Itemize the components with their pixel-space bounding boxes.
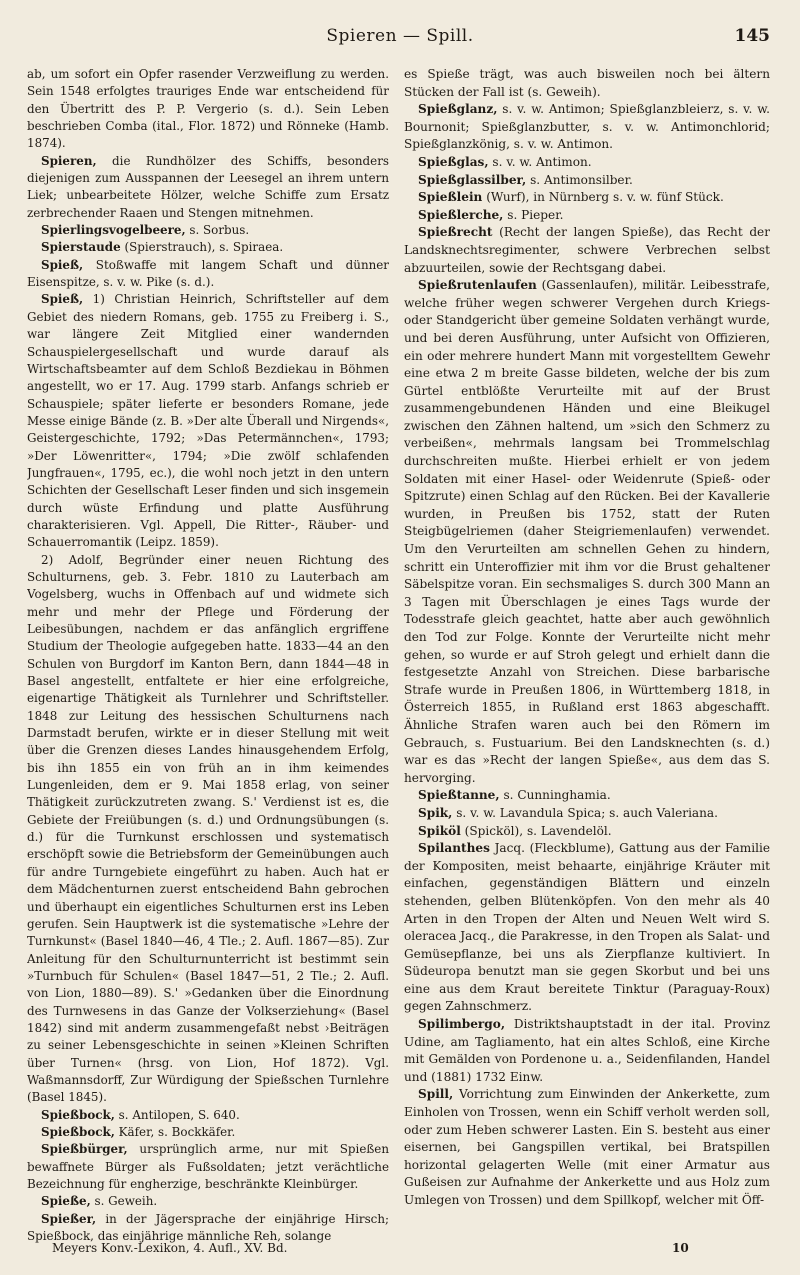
entry-text: s. v. w. Antimon.	[488, 154, 592, 169]
entry-text: es Spieße trägt, was auch bisweilen noch bei ältern Stücken der Fall ist (s. Geweih).	[404, 67, 770, 99]
entry-paragraph	[404, 66, 770, 101]
entry-headword: Spießglanz,	[418, 102, 498, 117]
dictionary-entry	[404, 207, 770, 225]
dictionary-entry	[404, 805, 770, 823]
entry-text: s. v. w. Lavandula Spica; s. auch Valeriana.	[452, 805, 718, 820]
dictionary-entry	[27, 222, 389, 239]
entry-text: 2) Adolf, Begründer einer neuen Richtung des Schulturnens, geb. 3. Febr. 1810 zu Lauterbach am Vogelsberg, wuchs in Offenbach auf und widmete sich mehr und mehr der Pflege und Förderung der Leibesübungen, nachdem er das anfänglich ergriffene Studium der Theologie aufgegeben hatte. 1833—44 an den Schulen von Burgdorf im Kanton Bern, dann 1844—48 in Basel angestellt, entfaltete er hier eine erfolgreiche, eigenartige Thätigkeit als Turnlehrer und Schriftsteller. 1848 zur Leitung des hessischen Schulturnens nach Darmstadt berufen, wirkte er in dieser Stellung mit weit über die Grenzen dieses Landes hinausgehendem Erfolg, bis ihn 1855 ein von früh an in ihm keimendes Lungenleiden, dem er 9. Mai 1858 erlag, von seiner Thätigkeit zurückzutreten zwang. S.' Verdienst ist es, die Gebiete der Freiübungen (s. d.) und Ordnungsübungen (s. d.) für die Turnkunst erschlossen und systematisch erschöpft sowie die Betriebsform der Gemeinübungen auch für andre Turngebiete eingeführt zu haben. Auch hat er dem Mädchenturnen zuerst entscheidend Bahn gebrochen und überhaupt ein eigentliches Schulturnen erst ins Leben gerufen. Sein Hauptwerk ist die systematische »Lehre der Turnkunst« (Basel 1840—46, 4 Tle.; 2. Aufl. 1867—85). Zur Anleitung für den Schulturnunterricht ist bestimmt sein »Turnbuch für Schulen« (Basel 1847—51, 2 Tle.; 2. Aufl. von Lion, 1880—89). S.' »Gedanken über die Einordnung des Turnwesens in das Ganze der Volkserziehung« (Basel 1842) sind mit anderm zusammengefaßt nebst ›Beiträgen zu seiner Lebensgeschichte in seinen »Kleinen Schriften über Turnen« (hrsg. von Lion, Hof 1872). Vgl. Waßmannsdorff, Zur Würdigung der Spießschen Turnlehre (Basel 1845).	[27, 552, 389, 1105]
entry-text: s. Geweih.	[90, 1194, 158, 1209]
entry-headword: Spieß,	[41, 257, 84, 272]
entry-text: (Gassenlaufen), militär. Leibesstrafe, welche früher wegen schwerer Vergehen durch Kriegs- oder Standgericht über gemeine Soldaten verhängt wurde, und bei deren Ausführung, unter Aufsicht von Offizieren, ein oder mehrere hundert Mann mit vorgestelltem Gewehr eine etwa 2 m breite Gasse bildeten, welche der bis zum Gürtel entblößte Verurteilte mit auf der Brust zusammengebundenen Händen und eine Bleikugel zwischen den Zähnen haltend, um »sich den Schmerz zu verbeißen«, mehrmals langsam bei Trommelschlag durchschreiten mußte. Hierbei erhielt er von jedem Soldaten mit einer Hasel- oder Weidenrute (Spieß- oder Spitzrute) einen Schlag auf den Rücken. Bei der Kavallerie wurden, in Preußen bis 1752, statt der Ruten Steigbügelriemen (daher Steigriemenlaufen) verwendet. Um den Verurteilten am schnellen Gehen zu hindern, schritt ein Unteroffizier mit ihm vor die Brust gehaltener Säbelspitze voran. Ein sechsmaliges S. durch 300 Mann an 3 Tagen mit Überschlagen je eines Tags wurde der Todesstrafe gleich geachtet, hatte aber auch gewöhnlich den Tod zur Folge. Konnte der Verurteilte nicht mehr gehen, so wurde er auf Stroh gelegt und erhielt dann die festgesetzte Anzahl von Streichen. Diese barbarische Strafe wurde in Preußen 1806, in Württemberg 1818, in Österreich 1855, in Rußland erst 1863 abgeschafft. Ähnliche Strafen waren auch bei den Römern im Gebrauch, s. Fustuarium. Bei den Landsknechten (s. d.) war es das »Recht der langen Spieße«, aus dem das S. hervorging.	[404, 278, 770, 785]
entry-text: Distriktshauptstadt in der ital. Provinz Udine, am Tagliamento, hat ein altes Schloß, eine Kirche mit Gemälden von Pordenone u. a., Seidenfilanden, Handel und (1881) 1732 Einw.	[404, 1017, 770, 1084]
entry-headword: Spik,	[418, 805, 453, 820]
left-column	[27, 66, 389, 1246]
entry-text: Käfer, s. Bockkäfer.	[114, 1124, 236, 1139]
entry-headword: Spießbock,	[41, 1124, 115, 1139]
entry-headword: Spieren,	[41, 153, 97, 168]
dictionary-entry	[404, 277, 770, 787]
dictionary-entry	[404, 172, 770, 190]
entry-headword: Spießlerche,	[418, 207, 504, 222]
dictionary-entry	[27, 1141, 389, 1193]
entry-headword: Spießbürger,	[41, 1142, 128, 1157]
dictionary-entry	[404, 1016, 770, 1086]
entry-headword: Spießtanne,	[418, 788, 500, 803]
entry-text: s. Pieper.	[503, 207, 564, 222]
dictionary-entry	[404, 224, 770, 277]
entry-headword: Spießrecht	[418, 225, 493, 240]
dictionary-entry	[404, 787, 770, 805]
page-footer	[52, 1241, 770, 1261]
page-header	[30, 26, 770, 56]
entry-text: Vorrichtung zum Einwinden der Ankerkette, zum Einholen von Trossen, wenn ein Schiff verholt werden soll, oder zum Heben schwerer Lasten. Ein S. besteht aus einer eisernen, bei Gangspillen vertikal, bei Bratspillen horizontal gelagerten Welle (mit einer Armatur aus Gußeisen zur Aufnahme der Ankerkette und aus Holz zum Umlegen von Trossen) und dem Spillkopf, welcher mit Öff-	[404, 1087, 770, 1207]
dictionary-entry	[27, 291, 389, 551]
dictionary-entry	[404, 154, 770, 172]
entry-headword: Spieße,	[41, 1194, 91, 1209]
dictionary-entry	[27, 1124, 389, 1141]
entry-headword: Spierstaude	[41, 240, 121, 255]
entry-headword: Spiköl	[418, 823, 461, 838]
entry-text: die Rundhölzer des Schiffs, besonders diejenigen zum Ausspannen der Leesegel an ihrem untern Liek; unbearbeitete Hölzer, welche Schiffe zum Ersatz zerbrechender Raaen und Stengen mitnehmen.	[27, 153, 389, 220]
entry-text: Stoßwaffe mit langem Schaft und dünner Eisenspitze, s. v. w. Pike (s. d.).	[27, 257, 389, 290]
entry-headword: Spießlein	[418, 190, 483, 205]
entry-text: (Spierstrauch), s. Spiraea.	[120, 240, 284, 255]
running-title: Spieren — Spill.	[326, 26, 474, 46]
dictionary-entry	[404, 823, 770, 841]
dictionary-entry	[404, 840, 770, 1016]
dictionary-entry	[404, 1086, 770, 1209]
entry-headword: Spill,	[418, 1087, 454, 1102]
entry-headword: Spießrutenlaufen	[418, 278, 537, 293]
entry-text: (Recht der langen Spieße), das Recht der Landsknechtsregimenter, schwere Verbrechen selbst abzuurteilen, sowie der Rechtsgang dabei.	[404, 225, 770, 275]
page-number: 145	[734, 26, 770, 46]
entry-headword: Spießglas,	[418, 154, 489, 169]
entry-text: (Spicköl), s. Lavendelöl.	[460, 823, 612, 838]
entry-paragraph	[27, 552, 389, 1107]
entry-text: ursprünglich arme, nur mit Spießen bewaffnete Bürger als Fußsoldaten; jetzt verächtliche Bezeichnung für engherzige, beschränkte Kleinbürger.	[27, 1142, 389, 1191]
dictionary-entry	[404, 189, 770, 207]
dictionary-entry	[27, 257, 389, 292]
entry-headword: Spilimbergo,	[418, 1017, 506, 1032]
entry-paragraph	[27, 66, 389, 153]
entry-text: s. Antilopen, S. 640.	[114, 1107, 240, 1122]
right-column	[404, 66, 770, 1246]
dictionary-entry	[27, 239, 389, 256]
entry-text: in der Jägersprache der einjährige Hirsch; Spießbock, das einjährige männliche Reh, solange	[27, 1211, 389, 1244]
entry-headword: Spießer,	[41, 1211, 97, 1226]
entry-text: s. Cunninghamia.	[499, 788, 611, 803]
entry-text: s. Sorbus.	[185, 223, 250, 238]
entry-headword: Spilanthes	[418, 841, 490, 856]
entry-headword: Spierlingsvogelbeere,	[41, 223, 186, 238]
dictionary-entry	[27, 153, 389, 222]
entry-text: s. v. w. Antimon; Spießglanzbleierz, s. v. w. Bournonit; Spießglanzbutter, s. v. w. Antimonchlorid; Spießglanzkönig, s. v. w. Antimon.	[404, 102, 770, 152]
dictionary-entry	[404, 101, 770, 154]
entry-text: Jacq. (Fleckblume), Gattung aus der Familie der Kompositen, meist behaarte, einjährige Kräuter mit einfachen, gegenständigen Blättern und einzeln stehenden, gelben Blütenköpfen. Von den mehr als 40 Arten in den Tropen der Alten und Neuen Welt wird S. oleracea Jacq., die Parakresse, in den Tropen als Salat- und Gemüsepflanze, bei uns als Zierpflanze kultiviert. In Südeuropa benutzt man sie gegen Skorbut und bei uns eine aus dem Kraut bereitete Tinktur (Paraguay-Roux) gegen Zahnschmerz.	[404, 841, 770, 1014]
dictionary-entry	[27, 1193, 389, 1210]
publication-imprint: Meyers Konv.-Lexikon, 4. Aufl., XV. Bd.	[52, 1241, 288, 1255]
entry-headword: Spießglassilber,	[418, 172, 527, 187]
entry-text: s. Antimonsilber.	[526, 172, 633, 187]
entry-text: (Wurf), in Nürnberg s. v. w. fünf Stück.	[482, 190, 724, 205]
entry-text: 1) Christian Heinrich, Schriftsteller auf dem Gebiet des niedern Romans, geb. 1755 zu Freiberg i. S., war längere Zeit Mitglied einer wandernden Schauspielergesellschaft und wurde darauf als Wirtschaftsbeamter auf dem Schloß Bezdiekau in Böhmen angestellt, wo er 17. Aug. 1799 starb. Anfangs schrieb er Schauspiele; später lieferte er besonders Romane, jede Messe einige Bände (z. B. »Der alte Überall und Nirgends«, Geistergeschichte, 1792; »Das Petermännchen«, 1793; »Der Löwenritter«, 1794; »Die zwölf schlafenden Jungfrauen«, 1795, ec.), die wohl noch jetzt in den untern Schichten der Gesellschaft Leser finden und sich insgemein durch wüste Erfindung und platte Ausführung charakterisieren. Vgl. Appell, Die Ritter-, Räuber- und Schauerromantik (Leipz. 1859).	[27, 292, 389, 550]
sheet-signature: 10	[672, 1241, 689, 1255]
entry-headword: Spieß,	[41, 292, 84, 307]
entry-text: ab, um sofort ein Opfer rasender Verzweiflung zu werden. Sein 1548 erfolgtes trauriges Ende war entscheidend für den Übertritt des P. P. Vergerio (s. d.). Sein Leben beschrieben Comba (ital., Flor. 1872) und Rönneke (Hamb. 1874).	[27, 67, 389, 151]
dictionary-entry	[27, 1107, 389, 1124]
entry-headword: Spießbock,	[41, 1107, 115, 1122]
